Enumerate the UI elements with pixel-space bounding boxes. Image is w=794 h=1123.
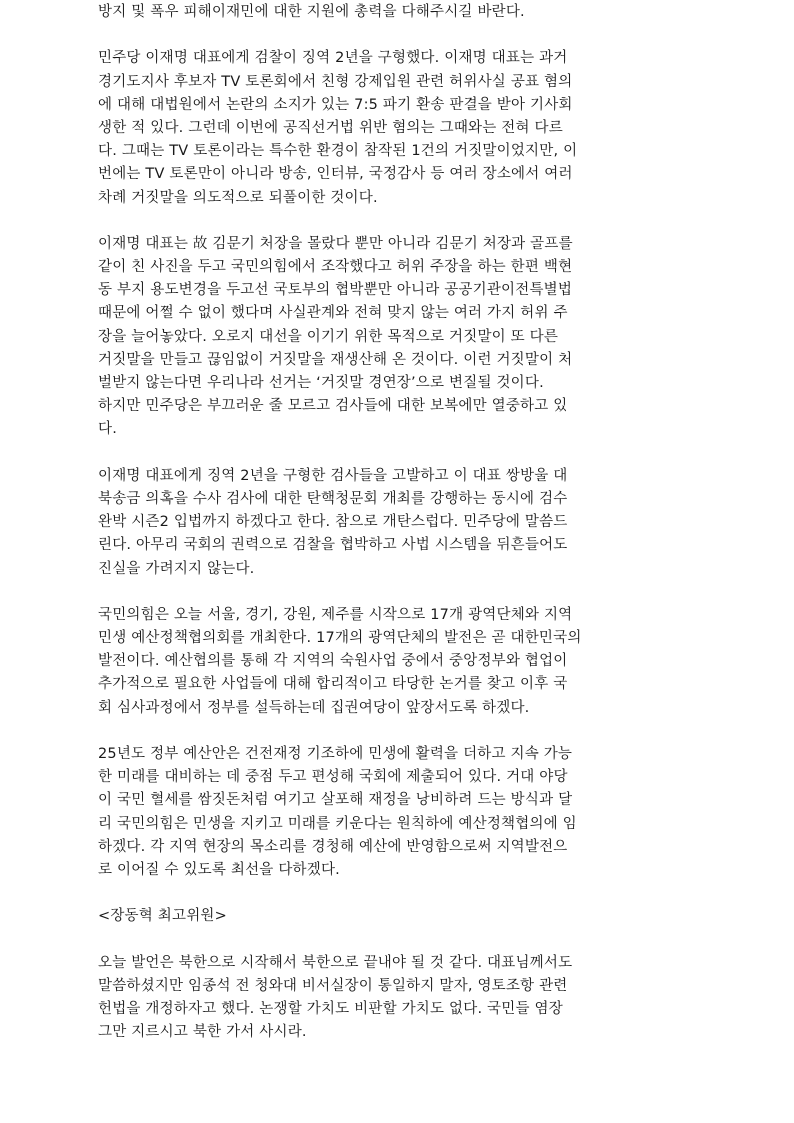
text-line: 때문에 어쩔 수 없이 했다며 사실관계와 전혀 맞지 않는 여러 가지 허위 주	[98, 305, 568, 322]
paragraph-prosecution-sentence	[98, 47, 698, 209]
text-line: 거짓말을 만들고 끊임없이 거짓말을 재생산해 온 것이다. 이런 거짓말이 처	[98, 351, 573, 368]
text-line: 북송금 의혹을 수사 검사에 대한 탄핵청문회 개최를 강행하는 동시에 검수	[98, 490, 568, 507]
text-line: 헌법을 개정하자고 했다. 논쟁할 가치도 비판할 가치도 없다. 국민들 염장	[98, 1001, 563, 1018]
paragraph-budget-2025	[98, 743, 698, 882]
text-line: 추가적으로 필요한 사업들에 대해 합리적이고 타당한 논거를 찾고 이후 국	[98, 676, 568, 693]
text-line: 국민의힘은 오늘 서울, 경기, 강원, 제주를 시작으로 17개 광역단체와 지역	[98, 606, 573, 623]
text-line: 오늘 발언은 북한으로 시작해서 북한으로 끝내야 될 것 같다. 대표님께서도	[98, 954, 573, 971]
paragraph-disaster-support	[98, 1, 698, 24]
text-line: 회 심사과정에서 정부를 설득하는데 집권여당이 앞장서도록 하겠다.	[98, 699, 530, 716]
text-line: 번에는 TV 토론만이 아니라 방송, 인터뷰, 국정감사 등 여러 장소에서 여러	[98, 166, 573, 183]
paragraph-north-korea	[98, 952, 698, 1045]
text-line: 이재명 대표에게 징역 2년을 구형한 검사들을 고발하고 이 대표 쌍방울 대	[98, 467, 568, 484]
speaker-heading	[98, 905, 698, 928]
text-line: 한 미래를 대비하는 데 중점 두고 편성해 국회에 제출되어 있다. 거대 야당	[98, 769, 568, 786]
text-line: 다.	[98, 421, 118, 438]
text-line: 그만 지르시고 북한 가서 사시라.	[98, 1024, 307, 1041]
speaker-name: <장동혁 최고위원>	[98, 908, 227, 925]
text-line: 민주당 이재명 대표에게 검찰이 징역 2년을 구형했다. 이재명 대표는 과거	[98, 50, 568, 67]
paragraph-budget-council	[98, 604, 698, 720]
text-line: 에 대해 대법원에서 논란의 소지가 있는 7:5 파기 환송 판결을 받아 기사회	[98, 96, 573, 113]
paragraph-false-statements	[98, 233, 698, 442]
text-line: 린다. 아무리 국회의 권력으로 검찰을 협박하고 사법 시스템을 뒤흔들어도	[98, 537, 568, 554]
text-line: 장을 늘어놓았다. 오로지 대선을 이기기 위한 목적으로 거짓말이 또 다른	[98, 328, 559, 345]
text-line: 리 국민의힘은 민생을 지키고 미래를 키운다는 원칙하에 예산정책협의에 임	[98, 815, 577, 832]
text-line: 진실을 가려지지 않는다.	[98, 560, 255, 577]
text-line: 25년도 정부 예산안은 건전재정 기조하에 민생에 활력을 더하고 지속 가능	[98, 746, 573, 762]
document-page	[98, 1, 698, 1044]
text-line: 이 국민 혈세를 쌈짓돈처럼 여기고 살포해 재정을 낭비하려 드는 방식과 달	[98, 792, 573, 809]
text-line: 차례 거짓말을 의도적으로 되풀이한 것이다.	[98, 189, 378, 206]
text-line: 이재명 대표는 故 김문기 처장을 몰랐다 뿐만 아니라 김문기 처장과 골프를	[98, 235, 573, 252]
text-line: 다. 그때는 TV 토론이라는 특수한 환경이 참작된 1건의 거짓말이었지만, 이	[98, 143, 578, 160]
paragraph-impeachment-hearing	[98, 465, 698, 581]
text-line: 방지 및 폭우 피해이재민에 대한 지원에 총력을 다해주시길 바란다.	[98, 4, 525, 20]
text-line: 민생 예산정책협의회를 개최한다. 17개의 광역단체의 발전은 곧 대한민국의	[98, 630, 582, 647]
text-line: 경기도지사 후보자 TV 토론회에서 친형 강제입원 관련 허위사실 공표 혐의	[98, 73, 573, 90]
text-line: 말씀하셨지만 임종석 전 청와대 비서실장이 통일하지 말자, 영토조항 관련	[98, 977, 568, 994]
text-line: 발전이다. 예산협의를 통해 각 지역의 숙원사업 중에서 중앙정부와 협업이	[98, 653, 568, 670]
text-line: 동 부지 용도변경을 두고선 국토부의 협박뿐만 아니라 공공기관이전특별법	[98, 282, 573, 299]
text-line: 로 이어질 수 있도록 최선을 다하겠다.	[98, 861, 340, 878]
text-line: 완박 시즌2 입법까지 하겠다고 한다. 참으로 개탄스럽다. 민주당에 말씀드	[98, 514, 568, 531]
text-line: 같이 친 사진을 두고 국민의힘에서 조작했다고 허위 주장을 하는 한편 백현	[98, 259, 573, 276]
text-line: 하겠다. 각 지역 현장의 목소리를 경청해 예산에 반영함으로써 지역발전으	[98, 838, 568, 855]
text-line: 하지만 민주당은 부끄러운 줄 모르고 검사들에 대한 보복에만 열중하고 있	[98, 398, 568, 415]
text-line: 생한 적 있다. 그런데 이번에 공직선거법 위반 혐의는 그때와는 전혀 다르	[98, 119, 563, 136]
text-line: 벌받지 않는다면 우리나라 선거는 ‘거짓말 경연장’으로 변질될 것이다.	[98, 375, 544, 391]
